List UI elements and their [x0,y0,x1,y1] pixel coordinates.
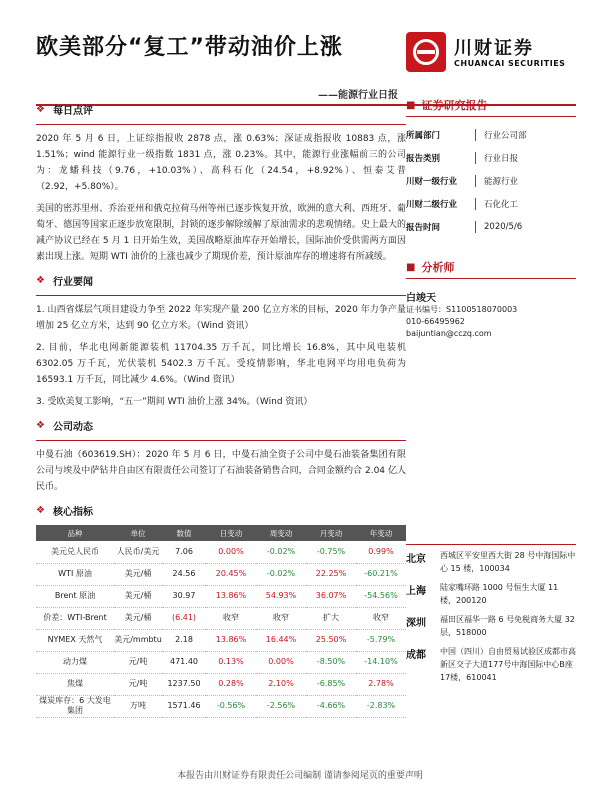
indicator-week-change: 16.44% [256,629,306,651]
info-key: 川财二级行业 [406,198,476,210]
indicator-month-change: 22.25% [306,563,356,585]
indicator-year-change: -5.79% [356,629,406,651]
table-row [36,563,406,585]
indicator-year-change: -2.83% [356,695,406,717]
section-industry-heading: ❖ 行业要闻 [36,274,93,288]
column-header: 年变动 [356,525,406,541]
indicator-week-change: 0.00% [256,651,306,673]
column-header: 数值 [162,525,206,541]
info-key: 报告类别 [406,152,476,164]
table-row [36,585,406,607]
info-key: 川财一级行业 [406,175,476,187]
indicator-week-change: -2.56% [256,695,306,717]
column-header: 品种 [36,525,114,541]
page-footer: 本报告由川财证券有限责任公司编制 谨请参阅尾页的重要声明 [177,771,423,781]
office-address: 西城区平安里西大街 28 号中海国际中心 15 楼，100034 [440,551,576,573]
report-subtitle: ——能源行业日报 [318,90,398,101]
sidebar-divider [406,278,576,279]
logo-text-cn: 川财证券 [454,38,534,59]
section-company-heading: ❖ 公司动态 [36,419,93,433]
indicator-month-change: -8.50% [306,651,356,673]
sidebar [406,96,576,690]
analyst-cert: 证书编号：S1100518070003 [406,305,518,314]
indicator-unit: 美元/桶 [114,607,162,629]
indicator-unit: 美元/桶 [114,585,162,607]
indicator-name: 煤炭库存：6 大发电集团 [36,695,114,717]
indicator-value: 1571.46 [162,695,206,717]
indicator-week-change: 54.93% [256,585,306,607]
logo-badge-icon [406,32,446,72]
indicator-name: WTI 原油 [36,563,114,585]
indicator-name: 焦煤 [36,673,114,695]
table-row [36,673,406,695]
column-header: 周变动 [256,525,306,541]
indicator-week-change: 2.10% [256,673,306,695]
table-row [36,607,406,629]
indicator-value: 30.97 [162,585,206,607]
indicator-day-change: 13.86% [206,629,256,651]
report-title: 欧美部分“复工”带动油价上涨 [36,35,343,60]
indicator-value: 471.40 [162,651,206,673]
daily-paragraph-2: 美国的密苏里州、乔治亚州和俄克拉荷马州等州已逐步恢复开放，欧洲的意大利、西班牙、葡萄牙、德国等国家正逐步放宽限制，封锁的逐步解除缓解了原油需求的悲观情绪。史上最大的减产协议已经在 5 月 1 日开始生效，美国战略原油库存开始增长，国际油价受供需两方面因素出现上涨。短期 WTI 油价的上涨也减少了期现价差，预计原油库存的增速将有所减缓。 [36,204,406,262]
table-row [36,695,406,717]
sidebar-divider [406,544,576,545]
indicator-month-change: -4.66% [306,695,356,717]
square-bullet-icon: ■ [406,99,416,111]
section-divider [36,295,406,296]
indicator-unit: 元/吨 [114,673,162,695]
square-bullet-icon: ■ [406,261,416,273]
diamond-bullet-icon: ❖ [36,274,45,286]
indicator-value: 1237.50 [162,673,206,695]
report-info-row [406,192,576,215]
section-indicators-heading: ❖ 核心指标 [36,504,93,518]
indicator-year-change: -54.56% [356,585,406,607]
section-daily-heading: ❖ 每日点评 [36,103,93,117]
section-divider [36,124,406,125]
indicator-value: 24.56 [162,563,206,585]
report-info-row [406,123,576,146]
office-address: 中国（四川）自由贸易试验区成都市高新区交子大道177号中海国际中心B座17楼，610041 [440,647,576,682]
indicator-day-change: 20.45% [206,563,256,585]
office-entry [406,549,576,575]
info-value: 能源行业 [484,176,519,187]
indicator-unit: 元/吨 [114,651,162,673]
indicator-unit: 美元/桶 [114,563,162,585]
indicator-day-change: -0.56% [206,695,256,717]
indicator-year-change: -14.10% [356,651,406,673]
office-city: 成都 [406,650,426,661]
indicator-day-change: 收窄 [206,607,256,629]
indicator-year-change: -60.21% [356,563,406,585]
indicator-name: 美元兑人民币 [36,541,114,563]
indicator-year-change: 0.99% [356,541,406,563]
diamond-bullet-icon: ❖ [36,504,45,516]
section-divider [36,440,406,441]
indicator-week-change: -0.02% [256,563,306,585]
indicator-value: 7.06 [162,541,206,563]
industry-news-2: 2. 目前，华北电网新能源装机 11704.35 万千瓦，同比增长 16.8%，其中风电装机 6302.05 万千瓦，光伏装机 5402.3 万千瓦。受疫情影响，华北电网平均用电负荷为 16593.1 万千瓦，同比减少 4.6%。（Wind 资讯） [36,343,406,385]
column-header: 日变动 [206,525,256,541]
table-row [36,629,406,651]
indicator-unit: 万吨 [114,695,162,717]
office-entry [406,613,576,639]
info-value: 石化化工 [484,199,519,210]
indicators-table [36,525,406,718]
indicator-day-change: 0.00% [206,541,256,563]
office-address: 陆家嘴环路 1000 号恒生大厦 11 楼，200120 [440,583,559,605]
report-info-row [406,169,576,192]
indicator-value: 2.18 [162,629,206,651]
office-city: 北京 [406,554,426,565]
column-header: 单位 [114,525,162,541]
info-value: 2020/5/6 [484,221,523,232]
company-logo [406,32,576,74]
indicator-day-change: 0.13% [206,651,256,673]
indicator-month-change: 扩大 [306,607,356,629]
report-info-row [406,146,576,169]
office-city: 深圳 [406,618,426,629]
indicator-week-change: 收窄 [256,607,306,629]
indicator-day-change: 0.28% [206,673,256,695]
analyst-heading: ■ 分析师 [406,261,455,274]
info-key: 所属部门 [406,129,476,141]
report-info-heading: ■ 证券研究报告 [406,99,488,112]
indicator-day-change: 13.86% [206,585,256,607]
indicator-name: 价差：WTI-Brent [36,607,114,629]
info-key: 报告时间 [406,221,476,233]
analyst-name: 白竣天 [406,293,436,304]
office-entry [406,645,576,684]
report-info-row [406,215,576,238]
office-city: 上海 [406,586,426,597]
daily-paragraph-1: 2020 年 5 月 6 日，上证综指报收 2878 点，涨 0.63%；深证成指报收 10883 点，涨 1.51%；wind 能源行业一级指数 1831 点，涨 0.23%。其中，能源行业涨幅前三的公司为：龙蟠科技（9.76，+10.03%）、高科石化（24.54，+8.92%）、恒泰艾普（2.92，+5.80%）。 [36,134,406,192]
report-header [36,18,576,101]
indicator-name: 动力煤 [36,651,114,673]
industry-news-3: 3. 受欧美复工影响，“五一”期间 WTI 油价上涨 34%。（Wind 资讯） [36,397,313,407]
office-list [406,549,576,684]
analyst-email[interactable]: baijuntian@cczq.com [406,329,492,338]
logo-text-en: CHUANCAI SECURITIES [454,59,566,68]
diamond-bullet-icon: ❖ [36,103,45,115]
info-value: 行业日报 [484,153,519,164]
main-content [36,96,406,718]
indicator-week-change: -0.02% [256,541,306,563]
company-news-1: 中曼石油（603619.SH）：2020 年 5 月 6 日，中曼石油全资子公司中曼石油装备集团有限公司与埃及中萨钻井自由区有限责任公司签订了石油装备销售合同，合同金额约合 2.04 亿人民币。 [36,450,406,492]
report-info-list [406,123,576,238]
indicator-month-change: 25.50% [306,629,356,651]
indicator-year-change: 收窄 [356,607,406,629]
table-row [36,541,406,563]
indicator-month-change: -6.85% [306,673,356,695]
indicator-unit: 人民币/美元 [114,541,162,563]
industry-news-1: 1. 山西省煤层气项目建设力争至 2022 年实现产量 200 亿立方米的目标，2020 年力争产量增加 25 亿立方米，达到 90 亿立方米。（Wind 资讯） [36,305,406,331]
indicator-name: Brent 原油 [36,585,114,607]
indicator-name: NYMEX 天然气 [36,629,114,651]
info-value: 行业公司部 [484,130,527,141]
table-header-row [36,525,406,541]
office-address: 福田区福华一路 6 号免税商务大厦 32 层，518000 [440,615,575,637]
sidebar-divider [406,116,576,117]
indicator-value: (6.41) [162,607,206,629]
diamond-bullet-icon: ❖ [36,419,45,431]
analyst-phone: 010-66495962 [406,317,465,326]
office-entry [406,581,576,607]
table-row [36,651,406,673]
indicator-month-change: 36.07% [306,585,356,607]
indicator-month-change: -0.75% [306,541,356,563]
indicator-unit: 美元/mmbtu [114,629,162,651]
column-header: 月变动 [306,525,356,541]
indicator-year-change: 2.78% [356,673,406,695]
